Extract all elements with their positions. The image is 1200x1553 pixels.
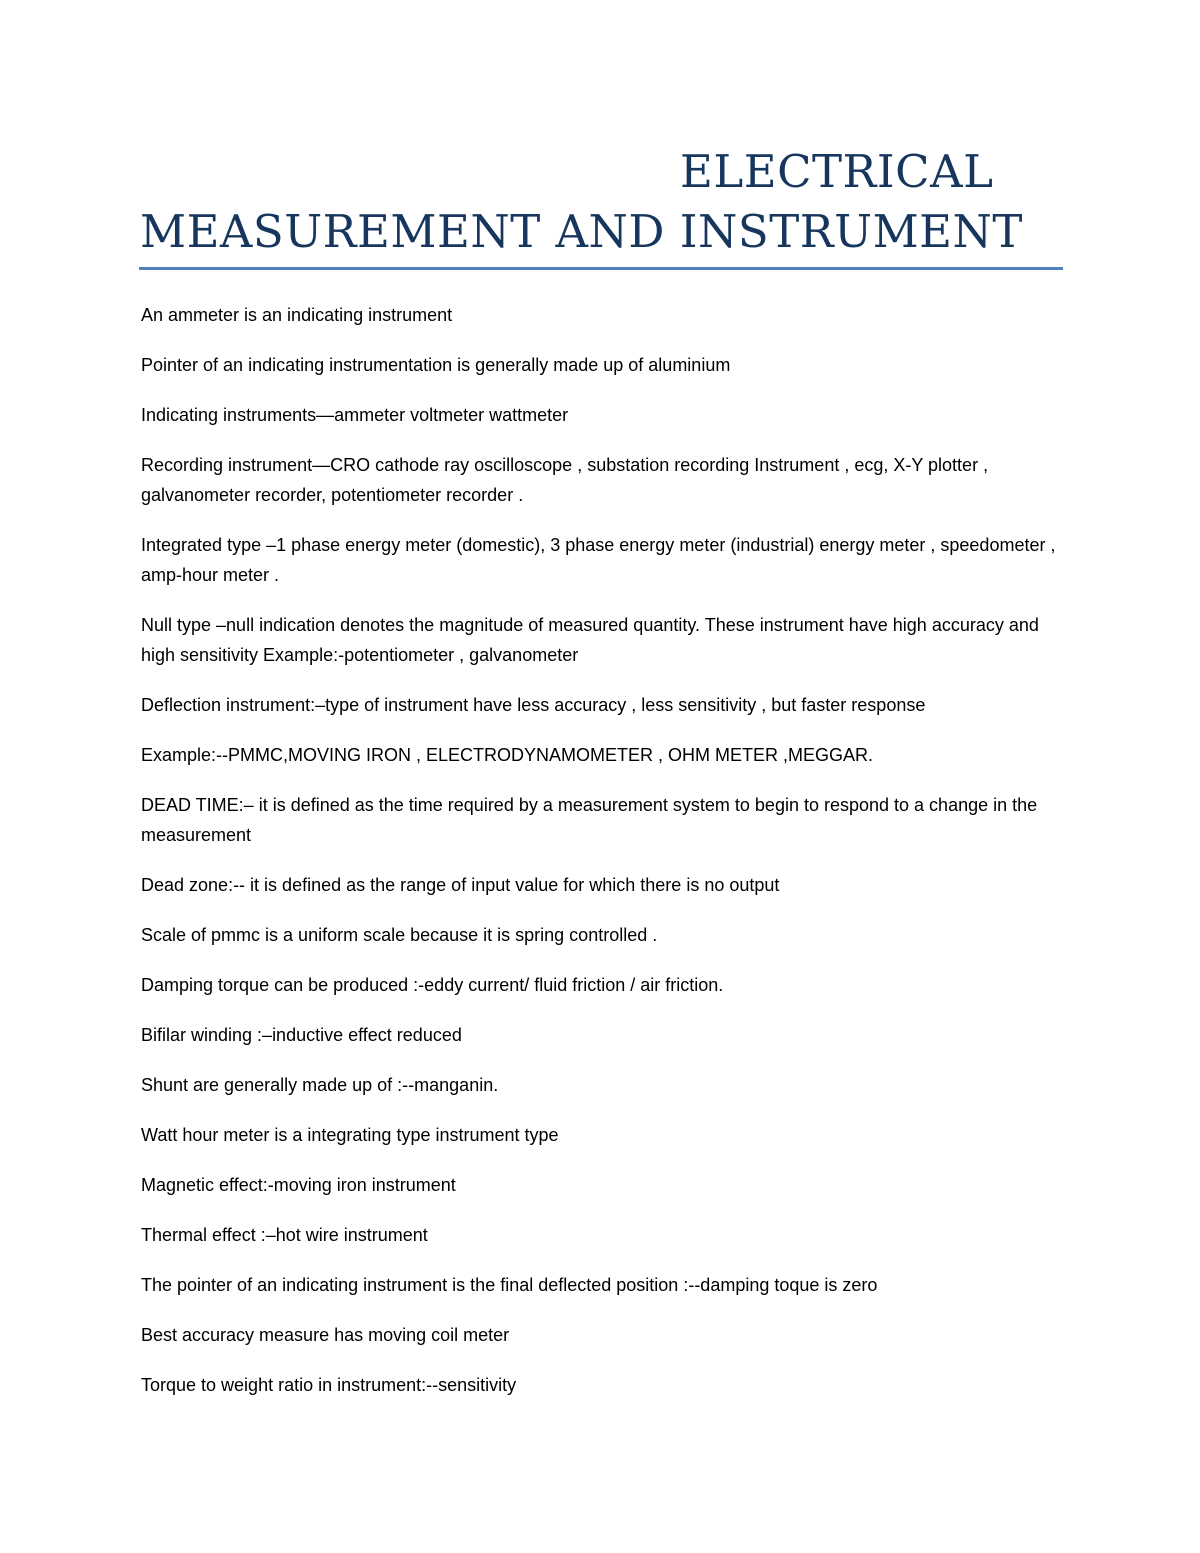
title-underline [139, 267, 1063, 270]
paragraph-indicating-instruments: Indicating instruments—ammeter voltmeter wattmeter [141, 405, 569, 425]
document-body [141, 300, 1071, 1420]
paragraph-deflection-examples: Example:--PMMC,MOVING IRON , ELECTRODYNAMOMETER , OHM METER ,MEGGAR. [141, 745, 874, 765]
paragraph-damping-torque: Damping torque can be produced :-eddy current/ fluid friction / air friction. [141, 975, 724, 995]
paragraph-thermal-effect: Thermal effect :–hot wire instrument [141, 1225, 428, 1245]
paragraph-recording-instrument: Recording instrument—CRO cathode ray oscilloscope , substation recording Instrument , ecg, X-Y plotter , galvanometer recorder, potentiometer recorder . [141, 455, 989, 505]
paragraph-watt-hour-meter: Watt hour meter is a integrating type instrument type [141, 1125, 559, 1145]
paragraph-shunt-material: Shunt are generally made up of :--manganin. [141, 1075, 499, 1095]
paragraph-pmmc-scale: Scale of pmmc is a uniform scale because it is spring controlled . [141, 925, 658, 945]
paragraph-integrated-type: Integrated type –1 phase energy meter (domestic), 3 phase energy meter (industrial) energy meter , speedometer , amp-hour meter . [141, 535, 1056, 585]
paragraph-null-type: Null type –null indication denotes the magnitude of measured quantity. These instrument have high accuracy and high sensitivity Example:-potentiometer , galvanometer [141, 615, 1039, 665]
title-line-2: MEASUREMENT AND INSTRUMENT [140, 205, 1023, 258]
paragraph-dead-time: DEAD TIME:– it is defined as the time required by a measurement system to begin to respond to a change in the measurement [141, 795, 1038, 845]
document-title [140, 142, 1062, 262]
paragraph-best-accuracy: Best accuracy measure has moving coil meter [141, 1325, 510, 1345]
paragraph-dead-zone: Dead zone:-- it is defined as the range of input value for which there is no output [141, 875, 780, 895]
paragraph-torque-weight-ratio: Torque to weight ratio in instrument:--sensitivity [141, 1375, 517, 1395]
paragraph-ammeter: An ammeter is an indicating instrument [141, 305, 453, 325]
title-line-1: ELECTRICAL [680, 145, 994, 198]
paragraph-pointer-deflected: The pointer of an indicating instrument is the final deflected position :--damping toque is zero [141, 1275, 878, 1295]
paragraph-pointer-material: Pointer of an indicating instrumentation is generally made up of aluminium [141, 355, 731, 375]
paragraph-bifilar-winding: Bifilar winding :–inductive effect reduced [141, 1025, 462, 1045]
paragraph-magnetic-effect: Magnetic effect:-moving iron instrument [141, 1175, 456, 1195]
paragraph-deflection-instrument: Deflection instrument:–type of instrument have less accuracy , less sensitivity , but faster response [141, 695, 926, 715]
